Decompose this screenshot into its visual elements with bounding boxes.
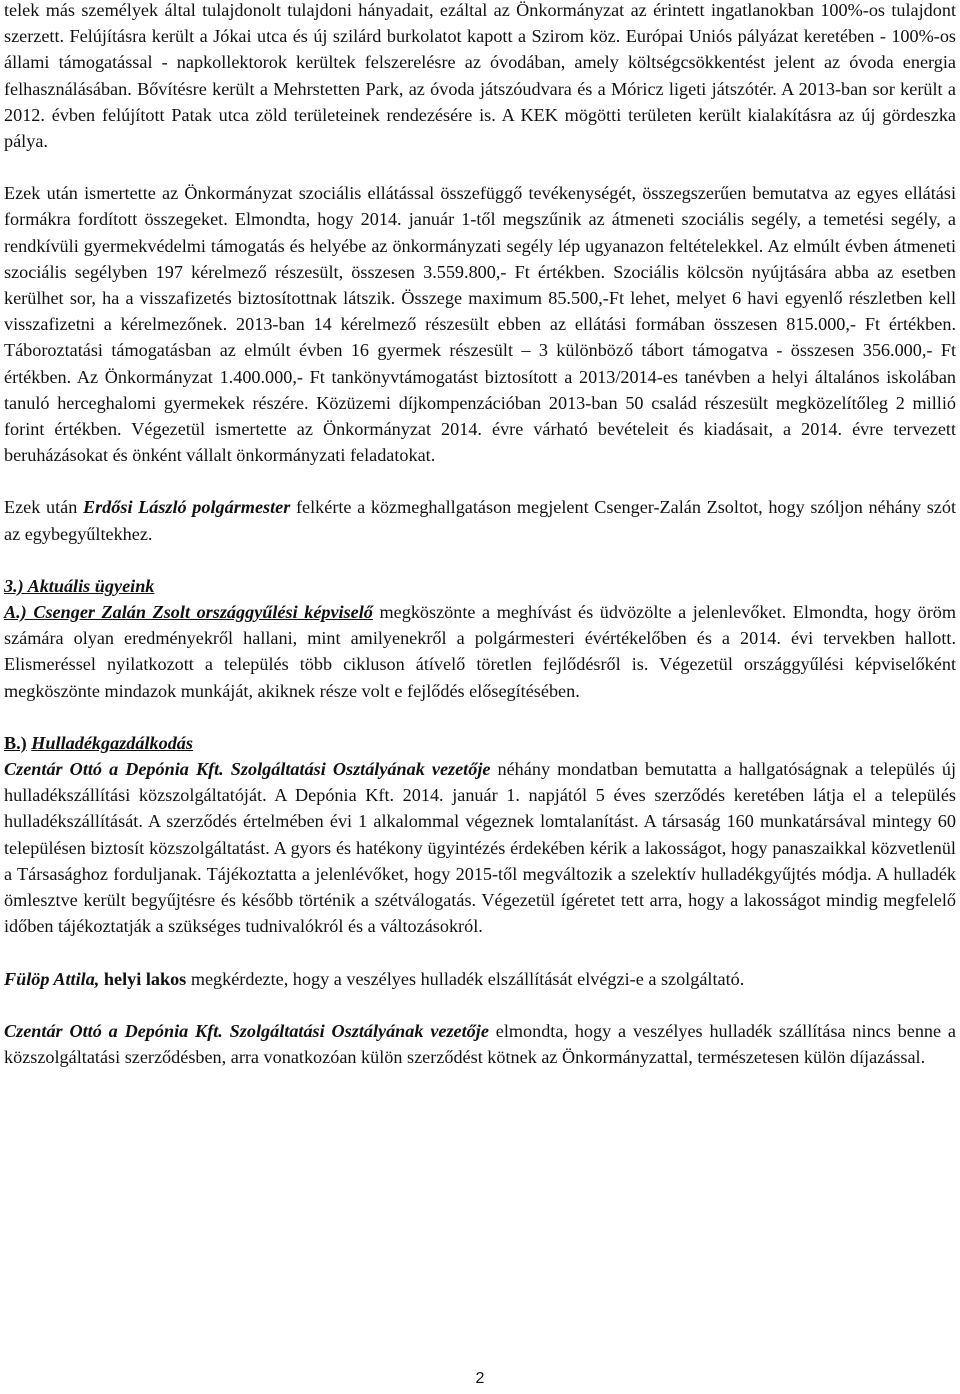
paragraph-text: Ezek után <box>4 497 78 518</box>
section-heading-current-affairs <box>4 573 956 599</box>
heading-prefix: B.) <box>4 732 27 753</box>
document-body <box>4 0 956 1070</box>
paragraph-text: elmondta, hogy a veszélyes hulladék szállítása nincs benne a közszolgáltatási szerződésben, arra vonatkozóan külön szerződést kötnek az Önkormányzattal, természetesen külön díjazással. <box>4 1020 956 1067</box>
paragraph-text: megköszönte a meghívást és üdvözölte a jelenlevőket. Elmondta, hogy öröm számára olyan eredményekről hallani, mint amilyenekről a polgármesteri évértékelőben és a 2014. évi tervekben hallott. Elismeréssel nyilatkozott a település több cikluson átívelő töretlen fejlődésről is. Végezetül országgyűlési képviselőként megköszönte mindazok munkáját, akiknek része volt e fejlődés elősegítésében. <box>4 602 956 701</box>
paragraph-investments: telek más személyek által tulajdonolt tulajdoni hányadait, ezáltal az Önkormányzat az érintett ingatlanokban 100%-os tulajdont szerzett. Felújításra került a Jókai utca és új szilárd burkolatot kapott a Szirom köz. Európai Uniós pályázat keretében - 100%-os állami támogatással - napkollektorok kerültek felszerelésre az óvodában, amely költségcsökkentést jelent az óvoda energia felhasználásában. Bővítésre került a Mehrstetten Park, az óvoda játszóudvara és a Móricz ligeti játszótér. A 2013-ban sor került a 2012. évben felújított Patak utca zöld területeinek rendezésére is. A KEK mögötti területen került kialakításra az új gördeszka pálya. <box>4 0 956 152</box>
paragraph-social-services: Ezek után ismertette az Önkormányzat szociális ellátással összefüggő tevékenységét, összegszerűen bemutatva az egyes ellátási formákra fordított összegeket. Elmondta, hogy 2014. január 1-től megszűnik az átmeneti szociális segély, a temetési segély, a rendkívüli gyermekvédelmi támogatás és helyébe az önkormányzati segély lép ugyanazon feltételekkel. Az elmúlt évben átmeneti szociális segélyben 197 kérelmező részesült, összesen 3.559.800,- Ft értékben. Szociális kölcsön nyújtására abba az esetben kerülhet sor, ha a visszafizetés biztosítottnak látszik. Összege maximum 85.500,-Ft lehet, melyet 6 havi egyenlő részletben kell visszafizetni a kérelmezőnek. 2013-ban 14 kérelmező részesült ebben az ellátási formában összesen 815.000,- Ft értékben. Táboroztatási támogatásban az elmúlt évben 16 gyermek részesült – 3 különböző tábort támogatva - összesen 356.000,- Ft értékben. Az Önkormányzat 1.400.000,- Ft tankönyvtámogatást biztosított a 2013/2014-es tanévben a helyi általános iskolában tanuló herceghalomi gyermekek részére. Közüzemi díjkompenzációban 2013-ban 50 család részesült megközelítőleg 2 millió forint értékben. Végezetül ismertette az Önkormányzat 2014. évre várható bevételeit és kiadásait, a 2014. évre tervezett beruházásokat és önként vállalt önkormányzati feladatokat. <box>4 183 956 466</box>
speaker-name: Erdősi László polgármester <box>82 497 291 518</box>
paragraph-mayor-invitation <box>4 494 956 546</box>
heading-text: Hulladékgazdálkodás <box>31 732 193 753</box>
paragraph-mp-speech <box>4 599 956 704</box>
speaker-name: A.) Csenger Zalán Zsolt országgyűlési képviselő <box>4 602 373 623</box>
speaker-name: Czentár Ottó a Depónia Kft. Szolgáltatási Osztályának vezetője <box>4 759 491 780</box>
paragraph-resident-question <box>4 966 956 992</box>
speaker-name: Fülöp Attila, <box>4 968 100 989</box>
paragraph-deponia-intro <box>4 756 956 939</box>
page-number: 2 <box>475 1370 485 1387</box>
paragraph-text: néhány mondatban bemutatta a hallgatóságnak a település új hulladékszállítási közszolgáltatóját. A Depónia Kft. 2014. január 1. napjától 5 éves szerződés keretében látja el a település hulladékszállítását. A szerződés értelmében évi 1 alkalommal végeznek lomtalanítást. A társaság 160 munkatársával mintegy 60 településen biztosít közszolgáltatást. A gyors és hatékony ügyintézés érdekében kérik a lakosságot, hogy panaszaikkal közvetlenül a Társasághoz forduljanak. Tájékoztatta a jelenlévőket, hogy 2015-től megváltozik a szelektív hulladékgyűjtés módja. A hulladék ömlesztve került begyűjtésre és később történik a szétválogatás. Végezetül ígéretet tett arra, hogy a lakosságot mindig megfelelő időben tájékoztatják a szükséges tudnivalókról és a változásokról. <box>4 759 956 937</box>
section-heading-waste-management <box>4 730 956 756</box>
paragraph-deponia-answer <box>4 1018 956 1070</box>
paragraph-text: megkérdezte, hogy a veszélyes hulladék elszállítását elvégzi-e a szolgáltató. <box>190 968 745 989</box>
speaker-name: Czentár Ottó a Depónia Kft. Szolgáltatási Osztályának vezetője <box>4 1020 489 1041</box>
paragraph-text: felkérte a közmeghallgatáson megjelent Csenger-Zalán Zsoltot, hogy szóljon néhány szót az egybegyűltekhez. <box>4 497 957 544</box>
heading-text: 3.) Aktuális ügyeink <box>4 575 155 596</box>
speaker-role: helyi lakos <box>103 968 187 989</box>
